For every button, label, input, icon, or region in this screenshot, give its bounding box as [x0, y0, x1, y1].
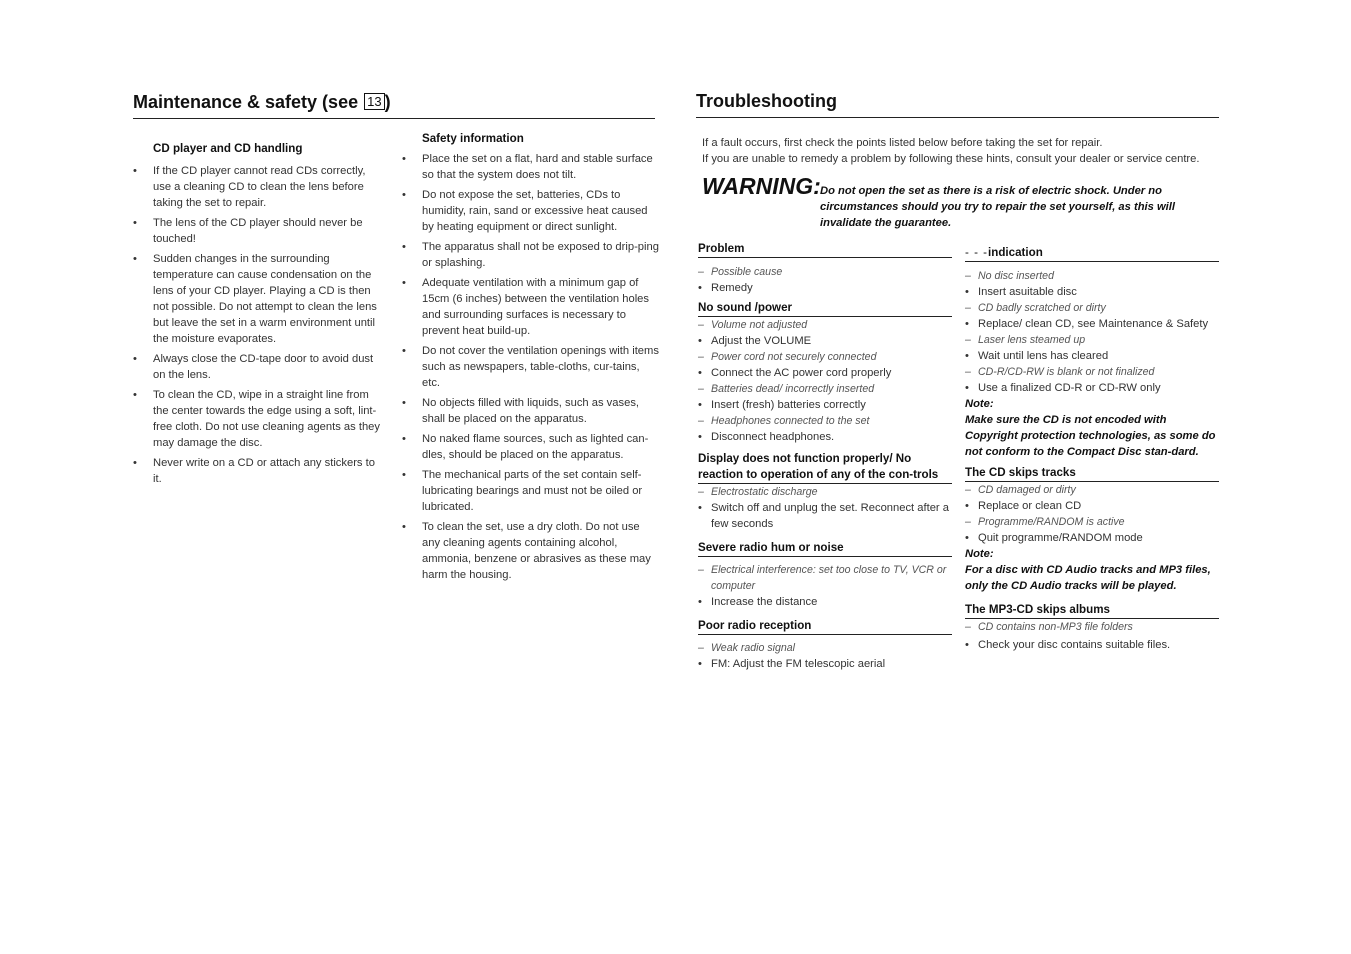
troubleshooting-intro-2: If you are unable to remedy a problem by following these hints, consult your dealer or service centre. [702, 153, 1200, 165]
remedy-row: • Adjust the VOLUME [698, 335, 812, 347]
troubleshooting-intro-1: If a fault occurs, first check the points listed below before taking the set for repair. [702, 137, 1103, 149]
list-item: • Always close the CD-tape door to avoid dust on the lens. [133, 351, 386, 383]
list-item: • If the CD player cannot read CDs correctly, use a cleaning CD to clean the lens before taking the set to repair. [133, 163, 386, 211]
cause-row: – Headphones connected to the set [698, 415, 870, 427]
cause-row: – CD contains non-MP3 file folders [965, 621, 1133, 633]
troubleshooting-rule [696, 117, 1219, 118]
cause-row: – CD damaged or dirty [965, 484, 1076, 496]
possible-cause-row: – Possible cause [698, 266, 783, 278]
note-text: Make sure the CD is not encoded with Copyright protection technologies, as some do not conform to the Compact Disc stan-dard. [965, 414, 1216, 458]
list-item: • No objects filled with liquids, such as vases, shall be placed on the apparatus. [402, 395, 659, 427]
list-item: • Sudden changes in the surrounding temperature can cause condensation on the lens of your CD player. Playing a CD is then not possible. Do not attempt to clean the lens but leave the set in a warm environment until the moisture evaporates. [133, 251, 386, 347]
radio-hum-heading: Severe radio hum or noise [698, 540, 952, 557]
remedy-row: • Increase the distance [698, 596, 818, 608]
remedy-row: • Wait until lens has cleared [965, 350, 1109, 362]
list-item: • Do not expose the set, batteries, CDs to humidity, rain, sand or excessive heat caused by heating equipment or direct sunlight. [402, 187, 659, 235]
poor-radio-heading: Poor radio reception [698, 618, 952, 635]
list-item: • The apparatus shall not be exposed to drip-ping or splashing. [402, 239, 659, 271]
remedy-row: • Insert asuitable disc [965, 286, 1077, 298]
cause-row: – Batteries dead/ incorrectly inserted [698, 383, 875, 395]
no-sound-heading: No sound /power [698, 300, 952, 317]
remedy-row: • Replace or clean CD [965, 500, 1082, 512]
cause-row: – Weak radio signal [698, 642, 796, 654]
cause-row: – Electrical interference: set too close to TV, VCR or computer [698, 564, 947, 592]
warning-label: WARNING: [702, 173, 821, 199]
list-item: • To clean the set, use a dry cloth. Do not use any cleaning agents containing alcohol, ammonia, benzene or abrasives as these may harm the housing. [402, 519, 659, 583]
cause-row: – Electrostatic discharge [698, 486, 818, 498]
troubleshooting-title: Troubleshooting [696, 91, 837, 111]
remedy-row: • Check your disc contains suitable files. [965, 639, 1171, 651]
cause-row: – No disc inserted [965, 270, 1054, 282]
cause-row: – Power cord not securely connected [698, 351, 877, 363]
remedy-row: • Switch off and unplug the set. Reconnect after a few seconds [698, 502, 949, 530]
troubleshooting-right-column [965, 245, 1219, 653]
remedy-row: • Disconnect headphones. [698, 431, 835, 443]
remedy-row: • Replace/ clean CD, see Maintenance & Safety [965, 318, 1209, 330]
cause-row: – Laser lens steamed up [965, 334, 1086, 346]
list-item: • The lens of the CD player should never be touched! [133, 215, 386, 247]
list-item: • To clean the CD, wipe in a straight line from the center towards the edge using a soft, lint-free cloth. Do not use cleaning agents as they may damage the disc. [133, 387, 386, 451]
note-label: Note: [965, 548, 994, 560]
safety-heading: Safety information [422, 132, 524, 145]
problem-heading: Problem [698, 241, 952, 258]
cd-handling-heading: CD player and CD handling [153, 142, 303, 155]
mp3-skips-heading: The MP3-CD skips albums [965, 602, 1219, 619]
list-item: • The mechanical parts of the set contain self-lubricating bearings and must not be oiled or lubricated. [402, 467, 659, 515]
note-text: For a disc with CD Audio tracks and MP3 files, only the CD Audio tracks will be played. [965, 564, 1211, 592]
safety-column [402, 131, 659, 587]
display-problem-heading: Display does not function properly/ No reaction to operation of any of the con-trols [698, 451, 952, 484]
figure-ref-box: 13 [364, 93, 384, 110]
list-item: • Do not cover the ventilation openings with items such as newspapers, table-cloths, cur-tains, etc. [402, 343, 659, 391]
cause-row: – CD-R/CD-RW is blank or not finalized [965, 366, 1155, 378]
indication-heading: - - -indication [965, 245, 1219, 262]
list-item: • No naked flame sources, such as lighted can-dles, should be placed on the apparatus. [402, 431, 659, 463]
cd-handling-list [133, 163, 386, 487]
maintenance-title: Maintenance & safety (see 13 ) [133, 92, 391, 112]
cause-row: – Volume not adjusted [698, 319, 808, 331]
safety-list [402, 151, 659, 583]
remedy-row: • Remedy [698, 282, 753, 294]
cd-skips-heading: The CD skips tracks [965, 465, 1219, 482]
remedy-row: • FM: Adjust the FM telescopic aerial [698, 658, 886, 670]
list-item: • Adequate ventilation with a minimum gap of 15cm (6 inches) between the ventilation holes and surrounding surfaces is necessary to prevent heat build-up. [402, 275, 659, 339]
cd-handling-column [133, 141, 386, 491]
remedy-row: • Connect the AC power cord properly [698, 367, 892, 379]
list-item: • Place the set on a flat, hard and stable surface so that the system does not tilt. [402, 151, 659, 183]
cause-row: – CD badly scratched or dirty [965, 302, 1106, 314]
remedy-row: • Insert (fresh) batteries correctly [698, 399, 866, 411]
cause-row: – Programme/RANDOM is active [965, 516, 1125, 528]
troubleshooting-left-column [698, 241, 952, 672]
warning-text: Do not open the set as there is a risk of electric shock. Under no circumstances should you try to repair the set yourself, as this will invalidate the guarantee. [820, 185, 1175, 229]
remedy-row: • Quit programme/RANDOM mode [965, 532, 1143, 544]
list-item: • Never write on a CD or attach any stickers to it. [133, 455, 386, 487]
maintenance-rule [133, 118, 655, 119]
note-label: Note: [965, 398, 994, 410]
remedy-row: • Use a finalized CD-R or CD-RW only [965, 382, 1161, 394]
